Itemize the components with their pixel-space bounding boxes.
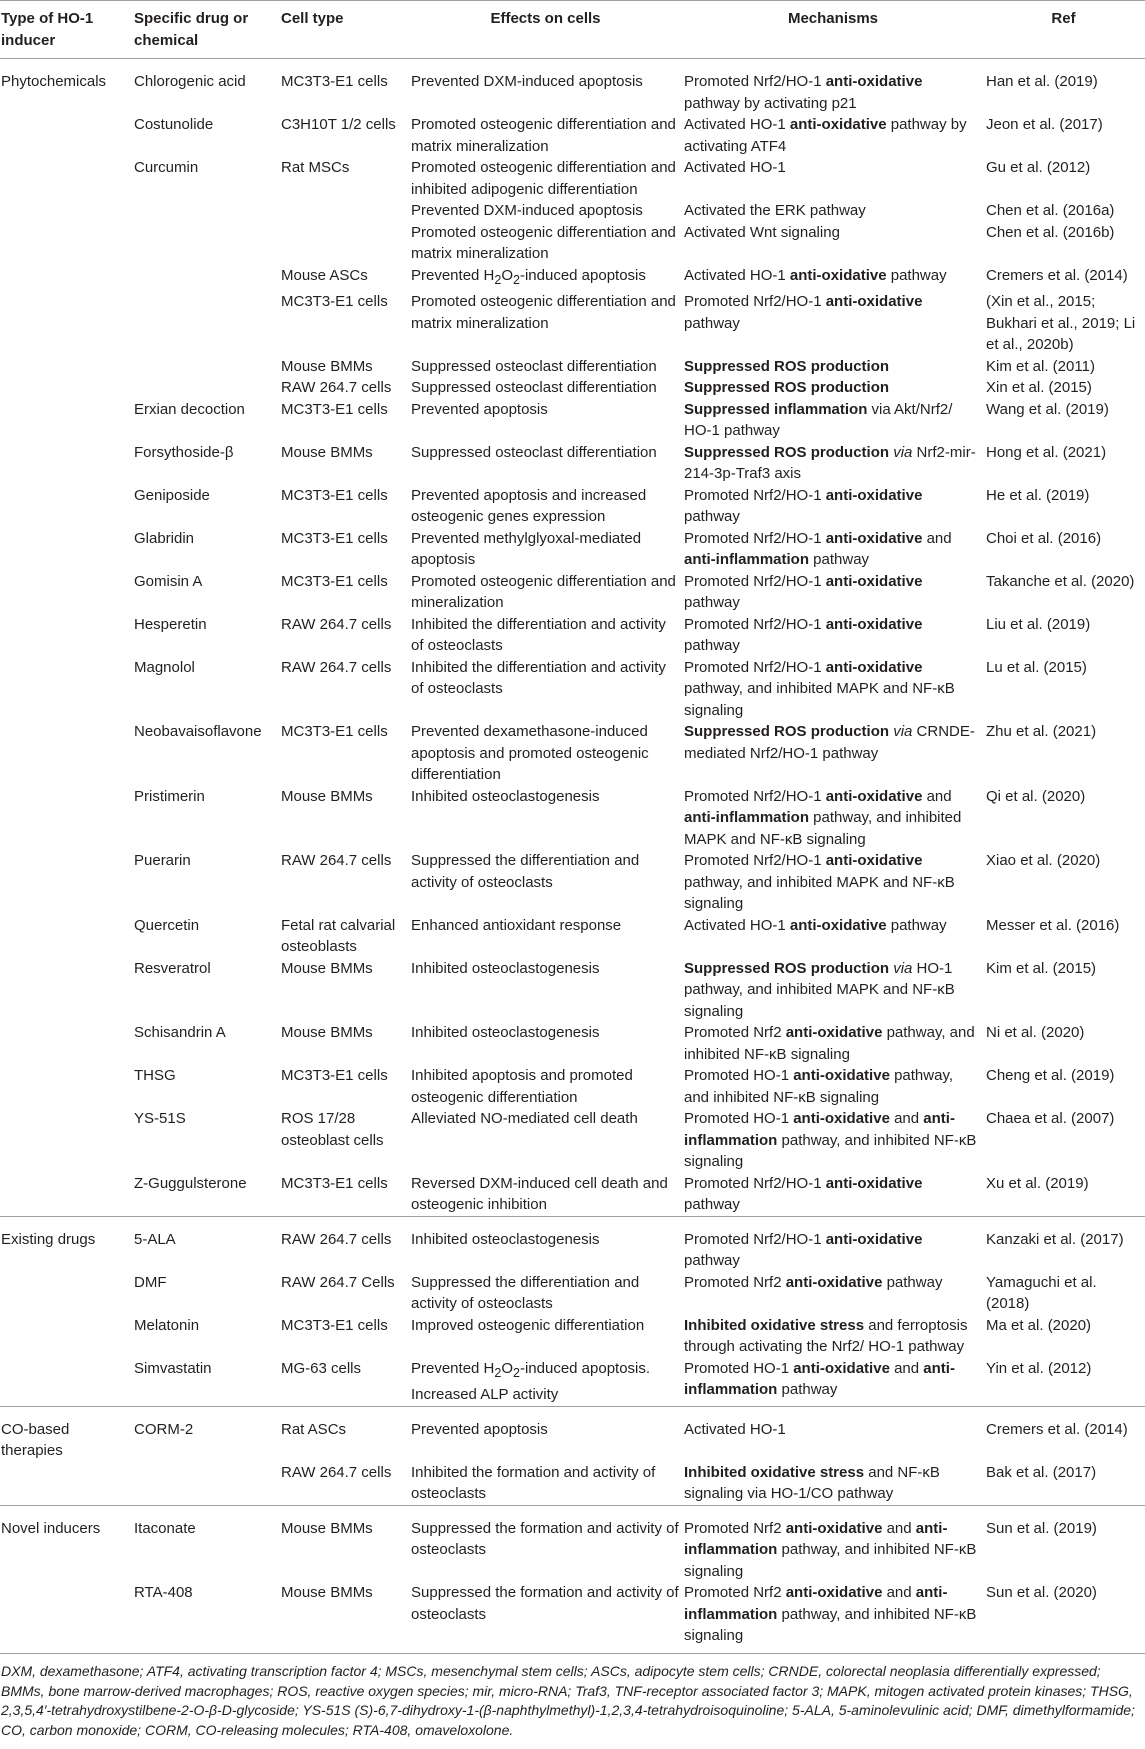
drug-cell: Hesperetin xyxy=(134,615,207,633)
type-cell xyxy=(0,265,134,292)
type-cell xyxy=(0,377,134,399)
cell-type-cell: MC3T3-E1 cells xyxy=(281,723,388,740)
effects-cell: Inhibited osteoclastogenesis xyxy=(411,1024,600,1041)
ref-cell: He et al. (2019) xyxy=(986,486,1090,504)
type-cell xyxy=(0,528,134,571)
drug-cell: 5-ALA xyxy=(134,1230,176,1248)
cell-type-cell: Mouse BMMs xyxy=(281,357,373,375)
ref-cell: Ma et al. (2020) xyxy=(986,1316,1092,1334)
drug-cell: Resveratrol xyxy=(134,959,211,977)
drug-cell xyxy=(134,222,281,265)
mechanism-cell: Suppressed ROS production via Nrf2-mir-214-3p-Traf3 axis xyxy=(684,443,976,482)
cell-type-cell: MC3T3-E1 cells xyxy=(281,73,388,90)
type-cell xyxy=(0,442,134,485)
mechanism-cell: Activated Wnt signaling xyxy=(684,223,840,241)
type-cell xyxy=(0,721,134,786)
ref-cell: Chen et al. (2016b) xyxy=(986,223,1115,241)
ref-cell: Gu et al. (2012) xyxy=(986,159,1091,176)
effects-cell: Promoted osteogenic differentiation and matrix mineralization xyxy=(411,116,676,155)
cell-type-cell: Rat ASCs xyxy=(281,1420,347,1438)
table-row xyxy=(0,1582,1145,1653)
cell-type-cell: MC3T3-E1 cells xyxy=(281,486,388,504)
type-cell xyxy=(0,291,134,356)
effects-cell: Improved osteogenic differentiation xyxy=(411,1316,645,1334)
effects-cell: Suppressed the differentiation and activity of osteoclasts xyxy=(411,852,640,891)
ref-cell: Sun et al. (2019) xyxy=(986,1519,1097,1537)
cell-type-cell: Mouse BMMs xyxy=(281,959,373,977)
effects-cell: Suppressed the formation and activity of osteoclasts xyxy=(411,1584,679,1623)
header-drug: Specific drug or chemical xyxy=(134,10,249,49)
effects-cell: Suppressed the formation and activity of osteoclasts xyxy=(411,1519,679,1558)
type-cell: Existing drugs xyxy=(1,1230,96,1248)
drug-cell xyxy=(134,200,281,222)
type-cell xyxy=(0,399,134,442)
mechanism-cell: Promoted Nrf2 anti-oxidative and anti-inflammation pathway, and inhibited NF-κB signaling xyxy=(684,1519,977,1580)
ref-cell: Choi et al. (2016) xyxy=(986,529,1102,547)
drug-cell: Quercetin xyxy=(134,916,200,934)
ref-cell: Liu et al. (2019) xyxy=(986,615,1091,633)
drug-cell: Itaconate xyxy=(134,1519,196,1537)
type-cell xyxy=(0,1315,134,1358)
table-row xyxy=(0,850,1145,915)
ref-cell: Messer et al. (2016) xyxy=(986,916,1120,934)
type-cell xyxy=(0,1582,134,1653)
effects-cell: Prevented $H_2O_2$-induced apoptosis. Increased ALP activity xyxy=(411,1359,651,1403)
ref-cell: Kim et al. (2015) xyxy=(986,959,1097,977)
table-header xyxy=(0,1,1145,59)
effects-cell: Prevented dexamethasone-induced apoptosis and promoted osteogenic differentiation xyxy=(411,723,649,783)
ref-cell: Yamaguchi et al. (2018) xyxy=(986,1273,1097,1312)
mechanism-cell: Promoted Nrf2/HO-1 anti-oxidative and anti-inflammation pathway, and inhibited MAPK and NF-κB signaling xyxy=(684,787,962,848)
mechanism-cell: Promoted Nrf2/HO-1 anti-oxidative pathway xyxy=(684,486,923,525)
table-row xyxy=(0,200,1145,222)
ref-cell: Xu et al. (2019) xyxy=(986,1174,1089,1192)
type-cell xyxy=(0,1065,134,1108)
drug-cell: Neobavaisoflavone xyxy=(134,723,262,740)
effects-cell: Alleviated NO-mediated cell death xyxy=(411,1110,638,1127)
mechanism-cell: Promoted Nrf2 anti-oxidative pathway xyxy=(684,1273,943,1291)
drug-cell: Chlorogenic acid xyxy=(134,73,246,90)
cell-type-cell: RAW 264.7 cells xyxy=(281,379,392,396)
mechanism-cell: Activated HO-1 xyxy=(684,1420,786,1438)
effects-cell: Promoted osteogenic differentiation and mineralization xyxy=(411,572,676,611)
drug-cell: Schisandrin A xyxy=(134,1024,226,1041)
table-row xyxy=(0,571,1145,614)
cell-type-cell: Mouse BMMs xyxy=(281,443,373,461)
cell-type-cell: Mouse BMMs xyxy=(281,1519,373,1537)
header-ref: Ref xyxy=(1051,10,1076,27)
cell-type-cell: MC3T3-E1 cells xyxy=(281,400,388,418)
mechanism-cell: Activated HO-1 anti-oxidative pathway xyxy=(684,266,947,284)
effects-cell: Prevented $H_2O_2$-induced apoptosis xyxy=(411,266,646,287)
ref-cell: Zhu et al. (2021) xyxy=(986,723,1097,740)
ref-cell: Jeon et al. (2017) xyxy=(986,116,1103,133)
mechanism-cell: Promoted Nrf2/HO-1 anti-oxidative pathway xyxy=(684,1230,923,1269)
cell-type-cell: RAW 264.7 Cells xyxy=(281,1273,395,1291)
type-cell xyxy=(0,1272,134,1315)
ref-cell: Chaea et al. (2007) xyxy=(986,1110,1115,1127)
ref-cell: Qi et al. (2020) xyxy=(986,787,1086,805)
type-cell xyxy=(0,114,134,157)
effects-cell: Inhibited the differentiation and activity of osteoclasts xyxy=(411,658,666,697)
type-cell xyxy=(0,1022,134,1065)
mechanism-cell: Promoted HO-1 anti-oxidative and anti-inflammation pathway xyxy=(684,1359,955,1398)
drug-cell: Simvastatin xyxy=(134,1359,212,1377)
ref-cell: Cremers et al. (2014) xyxy=(986,1420,1128,1438)
effects-cell: Suppressed osteoclast differentiation xyxy=(411,357,657,375)
ref-cell: Yin et al. (2012) xyxy=(986,1359,1092,1377)
cell-type-cell: ROS 17/28 osteoblast cells xyxy=(281,1110,384,1149)
table-row xyxy=(0,915,1145,958)
ref-cell: Cremers et al. (2014) xyxy=(986,266,1128,284)
mechanism-cell: Promoted Nrf2/HO-1 anti-oxidative pathway xyxy=(684,1174,923,1213)
drug-cell xyxy=(134,356,281,378)
effects-cell: Prevented apoptosis and increased osteogenic genes expression xyxy=(411,486,647,525)
cell-type-cell: C3H10T 1/2 cells xyxy=(281,116,396,133)
effects-cell: Prevented apoptosis xyxy=(411,1420,548,1438)
mechanism-cell: Suppressed ROS production xyxy=(684,357,890,375)
drug-cell: Glabridin xyxy=(134,529,195,547)
cell-type-cell: MC3T3-E1 cells xyxy=(281,572,388,590)
drug-cell: THSG xyxy=(134,1067,176,1084)
effects-cell: Prevented DXM-induced apoptosis xyxy=(411,73,643,90)
table-row xyxy=(0,958,1145,1023)
ref-cell: Hong et al. (2021) xyxy=(986,443,1107,461)
ref-cell: Xin et al. (2015) xyxy=(986,379,1092,396)
mechanism-cell: Promoted Nrf2 anti-oxidative and anti-inflammation pathway, and inhibited NF-κB signaling xyxy=(684,1584,977,1644)
table-row xyxy=(0,1065,1145,1108)
effects-cell: Inhibited osteoclastogenesis xyxy=(411,1230,600,1248)
effects-cell: Suppressed the differentiation and activity of osteoclasts xyxy=(411,1273,640,1312)
type-cell xyxy=(0,1462,134,1506)
mechanism-cell: Activated the ERK pathway xyxy=(684,202,866,219)
cell-type-cell: Rat MSCs xyxy=(281,159,350,176)
type-cell: Phytochemicals xyxy=(1,73,107,90)
table-row xyxy=(0,1406,1145,1462)
table-body xyxy=(0,59,1145,1654)
ref-cell: Han et al. (2019) xyxy=(986,73,1098,90)
drug-cell: Forsythoside-β xyxy=(134,443,234,461)
type-cell xyxy=(0,1173,134,1217)
ref-cell: Bak et al. (2017) xyxy=(986,1463,1097,1481)
effects-cell: Inhibited osteoclastogenesis xyxy=(411,787,600,805)
cell-type-cell: RAW 264.7 cells xyxy=(281,852,392,869)
table-row xyxy=(0,721,1145,786)
cell-type-cell: MG-63 cells xyxy=(281,1359,362,1377)
table-row xyxy=(0,377,1145,399)
table-row xyxy=(0,1022,1145,1065)
mechanism-cell: Promoted Nrf2/HO-1 anti-oxidative pathway, and inhibited MAPK and NF-κB signaling xyxy=(684,852,955,912)
ref-cell: Ni et al. (2020) xyxy=(986,1024,1085,1041)
mechanism-cell: Promoted Nrf2/HO-1 anti-oxidative pathway xyxy=(684,293,923,332)
cell-type-cell xyxy=(281,222,411,265)
cell-type-cell: RAW 264.7 cells xyxy=(281,1230,392,1248)
cell-type-cell: MC3T3-E1 cells xyxy=(281,1067,388,1084)
table-row xyxy=(0,1108,1145,1173)
drug-cell: Pristimerin xyxy=(134,787,205,805)
ref-cell: Wang et al. (2019) xyxy=(986,400,1109,418)
table-row xyxy=(0,265,1145,292)
header-mechanisms: Mechanisms xyxy=(787,10,879,27)
type-cell xyxy=(0,1108,134,1173)
type-cell xyxy=(0,614,134,657)
type-cell xyxy=(0,657,134,722)
mechanism-cell: Promoted Nrf2/HO-1 anti-oxidative pathway xyxy=(684,615,923,654)
table-row xyxy=(0,59,1145,115)
drug-cell: DMF xyxy=(134,1273,167,1291)
mechanism-cell: Suppressed inflammation via Akt/Nrf2/ HO-1 pathway xyxy=(684,400,953,439)
cell-type-cell: MC3T3-E1 cells xyxy=(281,1316,388,1334)
mechanism-cell: Promoted Nrf2/HO-1 anti-oxidative pathway xyxy=(684,572,923,611)
cell-type-cell: Mouse ASCs xyxy=(281,266,368,284)
mechanism-cell: Inhibited oxidative stress and ferroptosis through activating the Nrf2/ HO-1 pathway xyxy=(684,1316,968,1355)
drug-cell xyxy=(134,377,281,399)
mechanism-cell: Activated HO-1 anti-oxidative pathway by activating ATF4 xyxy=(684,116,967,155)
drug-cell: Melatonin xyxy=(134,1316,200,1334)
effects-cell: Inhibited apoptosis and promoted osteogenic differentiation xyxy=(411,1067,633,1106)
header-row xyxy=(0,1,1145,59)
effects-cell: Suppressed osteoclast differentiation xyxy=(411,443,657,461)
type-cell xyxy=(0,157,134,200)
table-row xyxy=(0,528,1145,571)
table-row xyxy=(0,657,1145,722)
drug-cell: Z-Guggulsterone xyxy=(134,1174,247,1192)
table-row xyxy=(0,485,1145,528)
cell-type-cell xyxy=(281,200,411,222)
mechanism-cell: Suppressed ROS production via CRNDE-mediated Nrf2/HO-1 pathway xyxy=(684,723,975,762)
type-cell xyxy=(0,356,134,378)
mechanism-cell: Suppressed ROS production via HO-1 pathway, and inhibited MAPK and NF-κB signaling xyxy=(684,959,955,1020)
mechanism-cell: Promoted Nrf2/HO-1 anti-oxidative pathway, and inhibited MAPK and NF-κB signaling xyxy=(684,658,955,719)
table-row xyxy=(0,614,1145,657)
ref-cell: Takanche et al. (2020) xyxy=(986,572,1135,590)
effects-cell: Enhanced antioxidant response xyxy=(411,916,622,934)
table-row xyxy=(0,1315,1145,1358)
header-type: Type of HO-1 inducer xyxy=(1,10,94,49)
table-row xyxy=(0,1358,1145,1407)
effects-cell: Promoted osteogenic differentiation and matrix mineralization xyxy=(411,223,676,262)
cell-type-cell: Fetal rat calvarial osteoblasts xyxy=(281,916,396,955)
table-row xyxy=(0,157,1145,200)
type-cell xyxy=(0,850,134,915)
table-row xyxy=(0,786,1145,851)
cell-type-cell: RAW 264.7 cells xyxy=(281,615,392,633)
effects-cell: Inhibited osteoclastogenesis xyxy=(411,959,600,977)
effects-cell: Suppressed osteoclast differentiation xyxy=(411,379,657,396)
type-cell xyxy=(0,786,134,851)
ref-cell: Kanzaki et al. (2017) xyxy=(986,1230,1124,1248)
header-effects: Effects on cells xyxy=(490,10,601,27)
mechanism-cell: Promoted HO-1 anti-oxidative and anti-inflammation pathway, and inhibited NF-κB signaling xyxy=(684,1110,977,1170)
ref-cell: Chen et al. (2016a) xyxy=(986,202,1115,219)
table-row xyxy=(0,1462,1145,1506)
effects-cell: Reversed DXM-induced cell death and osteogenic inhibition xyxy=(411,1174,668,1213)
cell-type-cell: RAW 264.7 cells xyxy=(281,1463,392,1481)
drug-cell: Geniposide xyxy=(134,486,210,504)
table-row xyxy=(0,1272,1145,1315)
mechanism-cell: Promoted Nrf2/HO-1 anti-oxidative pathway by activating p21 xyxy=(684,73,923,112)
mechanism-cell: Inhibited oxidative stress and NF-κB signaling via HO-1/CO pathway xyxy=(684,1463,940,1502)
effects-cell: Prevented DXM-induced apoptosis xyxy=(411,202,643,219)
cell-type-cell: Mouse BMMs xyxy=(281,1024,373,1041)
type-cell: CO-based therapies xyxy=(1,1420,70,1459)
ref-cell: Sun et al. (2020) xyxy=(986,1584,1097,1601)
ref-cell: Cheng et al. (2019) xyxy=(986,1067,1115,1084)
effects-cell: Prevented apoptosis xyxy=(411,400,548,418)
cell-type-cell: RAW 264.7 cells xyxy=(281,658,392,676)
cell-type-cell: Mouse BMMs xyxy=(281,787,373,805)
drug-cell: Puerarin xyxy=(134,852,191,869)
type-cell xyxy=(0,915,134,958)
effects-cell: Promoted osteogenic differentiation and matrix mineralization xyxy=(411,293,676,332)
table-row xyxy=(0,1173,1145,1217)
ref-cell: (Xin et al., 2015; Bukhari et al., 2019; Li et al., 2020b) xyxy=(986,293,1136,353)
table-row xyxy=(0,291,1145,356)
mechanism-cell: Promoted Nrf2/HO-1 anti-oxidative and anti-inflammation pathway xyxy=(684,529,952,568)
mechanism-cell: Suppressed ROS production xyxy=(684,379,890,396)
type-cell xyxy=(0,222,134,265)
table-row xyxy=(0,1505,1145,1582)
header-cell-type: Cell type xyxy=(281,10,344,27)
table-row xyxy=(0,114,1145,157)
drug-cell: CORM-2 xyxy=(134,1420,194,1438)
mechanism-cell: Promoted HO-1 anti-oxidative pathway, and inhibited NF-κB signaling xyxy=(684,1067,953,1106)
ref-cell: Xiao et al. (2020) xyxy=(986,852,1101,869)
drug-cell: Erxian decoction xyxy=(134,400,245,418)
mechanism-cell: Promoted Nrf2 anti-oxidative pathway, and inhibited NF-κB signaling xyxy=(684,1024,975,1063)
drug-cell: Gomisin A xyxy=(134,572,203,590)
table-footnote: DXM, dexamethasone; ATF4, activating transcription factor 4; MSCs, mesenchymal stem cells; ASCs, adipocyte stem cells; CRNDE, colorectal neoplasia differentially expressed; BMMs, bone marrow-derived macrophages; ROS, reactive oxygen species; mir, micro-RNA; Traf3, TNF-receptor associated factor 3; MAPK, mitogen activated protein kinases; THSG, 2,3,5,4′-tetrahydroxystilbene-2-O-β-D-glycoside; YS-51S (S)-6,7-dihydroxy-1-(β-naphthylmethyl)-1,2,3,4-tetrahydroisoquinoline; 5-ALA, 5-aminolevulinic acid; DMF, dimethylformamide; CO, carbon monoxide; CORM, CO-releasing molecules; RTA-408, omaveloxolone. xyxy=(1,1663,1135,1738)
drug-cell: Magnolol xyxy=(134,658,195,676)
table-row xyxy=(0,356,1145,378)
table-row xyxy=(0,1216,1145,1272)
table-row xyxy=(0,222,1145,265)
drug-cell: Costunolide xyxy=(134,116,214,133)
effects-cell: Inhibited the formation and activity of osteoclasts xyxy=(411,1463,656,1502)
cell-type-cell: MC3T3-E1 cells xyxy=(281,1174,388,1192)
effects-cell: Promoted osteogenic differentiation and inhibited adipogenic differentiation xyxy=(411,159,676,198)
type-cell xyxy=(0,958,134,1023)
cell-type-cell: MC3T3-E1 cells xyxy=(281,529,388,547)
drug-cell: RTA-408 xyxy=(134,1584,193,1601)
ref-cell: Lu et al. (2015) xyxy=(986,658,1087,676)
effects-cell: Inhibited the differentiation and activity of osteoclasts xyxy=(411,615,666,654)
type-cell xyxy=(0,571,134,614)
type-cell: Novel inducers xyxy=(1,1519,101,1537)
type-cell xyxy=(0,1358,134,1407)
cell-type-cell: Mouse BMMs xyxy=(281,1584,373,1601)
drug-cell xyxy=(134,265,281,292)
drug-cell: YS-51S xyxy=(134,1110,186,1127)
effects-cell: Prevented methylglyoxal-mediated apoptosis xyxy=(411,529,642,568)
drug-cell xyxy=(134,291,281,356)
table-row xyxy=(0,399,1145,442)
ref-cell: Kim et al. (2011) xyxy=(986,357,1095,375)
drug-cell xyxy=(134,1462,281,1506)
mechanism-cell: Activated HO-1 anti-oxidative pathway xyxy=(684,916,947,934)
type-cell xyxy=(0,200,134,222)
mechanism-cell: Activated HO-1 xyxy=(684,159,786,176)
type-cell xyxy=(0,485,134,528)
cell-type-cell: MC3T3-E1 cells xyxy=(281,293,388,310)
drug-cell: Curcumin xyxy=(134,159,199,176)
table-row xyxy=(0,442,1145,485)
